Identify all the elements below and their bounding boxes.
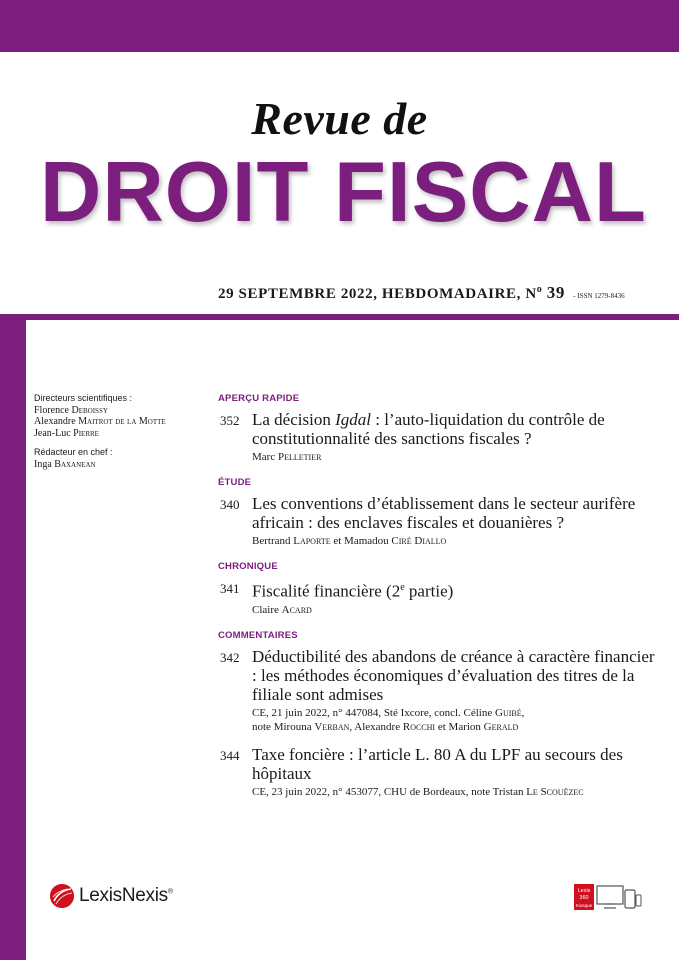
- table-of-contents: [218, 393, 658, 799]
- lexisnexis-logo: [50, 884, 173, 908]
- case-reference-notes: note Mirouna Verban, Alexandre Rocchi et Marion Gerald: [252, 720, 519, 733]
- toc-entry[interactable]: [218, 647, 658, 734]
- case-reference: CE, 23 juin 2022, n° 453077, CHU de Bordeaux, note Tristan Le Scouëzec: [252, 785, 584, 798]
- article-title: Les conventions d’établissement dans le secteur aurifère africain : des enclaves fiscales et douanières ?: [252, 494, 636, 532]
- divider-band: [0, 314, 679, 320]
- director-name: Jean-Luc Pierre: [34, 427, 99, 439]
- section-label-apercu: APERÇU RAPIDE: [218, 393, 300, 404]
- editor-name: Inga Baxanean: [34, 458, 96, 470]
- top-color-band: [0, 0, 679, 52]
- issue-degree: o: [536, 284, 543, 295]
- issue-date: 29 SEPTEMBRE 2022, HEBDOMADAIRE, N: [218, 286, 537, 302]
- section-label-commentaires: COMMENTAIRES: [218, 629, 298, 641]
- article-title: La décision Igdal : l’auto-liquidation du contrôle de constitutionnalité des sanctions fiscales ?: [252, 410, 605, 448]
- article-title: Déductibilité des abandons de créance à caractère financier : les méthodes économiques d’évaluation des titres de la filiale sont admises: [252, 646, 655, 704]
- director-name: Alexandre Maitrot de la Motte: [34, 416, 166, 427]
- article-title: Taxe foncière : l’article L. 80 A du LPF au secours des hôpitaux: [252, 744, 623, 783]
- directors-heading: Directeurs scientifiques :: [34, 393, 133, 403]
- director-name: Florence Deboissy: [34, 404, 108, 416]
- toc-entry[interactable]: [218, 494, 658, 548]
- toc-entry[interactable]: [218, 578, 658, 617]
- article-title: Fiscalité financière (2e partie): [252, 581, 454, 601]
- issue-line: [218, 283, 625, 303]
- editorial-board: [34, 393, 214, 470]
- lexis360-kiosque-badge: [574, 884, 642, 910]
- toc-entry[interactable]: [218, 745, 658, 799]
- section-label-chronique: CHRONIQUE: [218, 561, 278, 572]
- issn: - ISSN 1279-8436: [573, 292, 625, 300]
- page-number: 342: [220, 649, 240, 665]
- page-number: 352: [220, 413, 240, 428]
- lexis360-icon: Lexis 360 Kiosque: [574, 884, 594, 910]
- page-number: 344: [220, 747, 240, 763]
- devices-icon: [596, 884, 642, 910]
- toc-entry[interactable]: [218, 410, 658, 464]
- lexisnexis-icon: [50, 884, 74, 908]
- article-author: Marc Pelletier: [252, 451, 322, 463]
- section-label-etude: ÉTUDE: [218, 477, 252, 488]
- publisher-name: LexisNexis®: [79, 885, 173, 906]
- case-reference: CE, 21 juin 2022, n° 447084, Sté Ixcore, concl. Céline Guibé,: [252, 706, 525, 719]
- masthead-title-line1: Revue de: [251, 93, 428, 144]
- issue-number: 39: [546, 283, 565, 302]
- article-author: Claire Acard: [252, 603, 312, 616]
- page-number: 340: [220, 497, 240, 512]
- editor-heading: Rédacteur en chef :: [34, 447, 113, 457]
- left-color-bar: [0, 314, 26, 960]
- page-number: 341: [220, 581, 240, 596]
- article-author: Bertrand Laporte et Mamadou Ciré Diallo: [252, 535, 447, 547]
- masthead-title-line2: DROIT FISCAL: [40, 145, 647, 240]
